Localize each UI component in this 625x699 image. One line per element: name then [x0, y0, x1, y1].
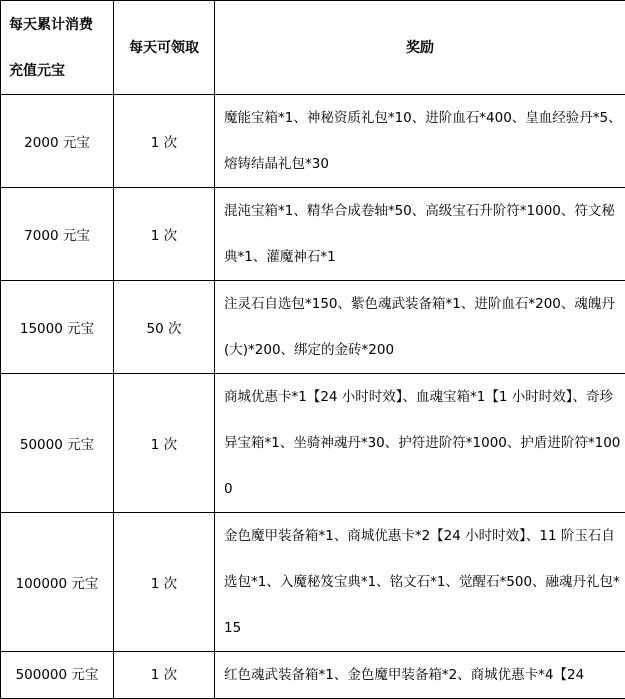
- amount-cell: 500000 元宝: [1, 652, 114, 699]
- header-reward-cell: 奖励: [215, 1, 625, 95]
- amount-cell: 2000 元宝: [1, 95, 114, 188]
- table-row: [1, 652, 625, 699]
- amount-cell: 100000 元宝: [1, 513, 114, 652]
- reward-cell: 红色魂武装备箱*1、金色魔甲装备箱*2、商城优惠卡*4【24: [215, 652, 625, 699]
- times-cell: 1 次: [114, 95, 215, 188]
- table-row: [1, 513, 625, 652]
- reward-cell: 混沌宝箱*1、精华合成卷轴*50、高级宝石升阶符*1000、符文秘典*1、灌魔神石*1: [215, 188, 625, 281]
- amount-cell: 7000 元宝: [1, 188, 114, 281]
- reward-cell: 魔能宝箱*1、神秘资质礼包*10、进阶血石*400、皇血经验丹*5、熔铸结晶礼包*30: [215, 95, 625, 188]
- header-times-cell: 每天可领取: [114, 1, 215, 95]
- header-row: [1, 1, 625, 95]
- header-amount-cell: [1, 1, 114, 95]
- table-row: [1, 188, 625, 281]
- reward-cell: 注灵石自选包*150、紫色魂武装备箱*1、进阶血石*200、魂魄丹(大)*200、绑定的金砖*200: [215, 281, 625, 374]
- times-cell: 1 次: [114, 188, 215, 281]
- amount-cell: 15000 元宝: [1, 281, 114, 374]
- times-cell: 1 次: [114, 652, 215, 699]
- table-row: [1, 374, 625, 513]
- amount-cell: 50000 元宝: [1, 374, 114, 513]
- times-cell: 50 次: [114, 281, 215, 374]
- table-row: [1, 281, 625, 374]
- reward-cell: 金色魔甲装备箱*1、商城优惠卡*2【24 小时时效】、11 阶玉石自选包*1、入魔秘笈宝典*1、铭文石*1、觉醒石*500、融魂丹礼包*15: [215, 513, 625, 652]
- header-amount-line1: 每天累计消费: [9, 2, 113, 48]
- times-cell: 1 次: [114, 513, 215, 652]
- reward-cell: 商城优惠卡*1【24 小时时效】、血魂宝箱*1【1 小时时效】、奇珍异宝箱*1、坐骑神魂丹*30、护符进阶符*1000、护盾进阶符*1000: [215, 374, 625, 513]
- times-cell: 1 次: [114, 374, 215, 513]
- header-amount-line2: 充值元宝: [9, 48, 113, 94]
- table-row: [1, 95, 625, 188]
